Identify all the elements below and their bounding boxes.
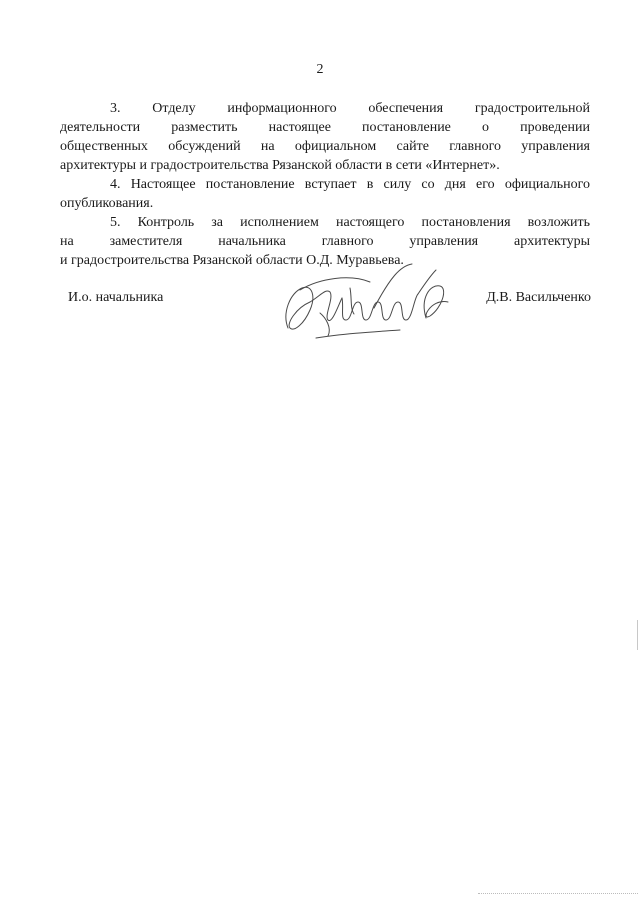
paragraph-line: и градостроительства Рязанской области О.Д. Муравьева. <box>60 253 404 268</box>
paragraph-line: 5. Контроль за исполнением настоящего постановления возложить <box>110 215 590 230</box>
page-number: 2 <box>316 62 324 77</box>
paragraph-3 <box>60 99 590 175</box>
paragraph-line: 3. Отделу информационного обеспечения градостроительной <box>110 101 590 116</box>
signatory-title: И.о. начальника <box>68 290 164 305</box>
scan-artifact-edge <box>637 620 638 650</box>
handwritten-signature <box>280 258 460 358</box>
paragraph-line: деятельности разместить настоящее постановление о проведении <box>60 120 590 135</box>
signatory-name: Д.В. Васильченко <box>486 290 591 305</box>
paragraph-line: 4. Настоящее постановление вступает в силу со дня его официального <box>110 177 590 192</box>
paragraph-line: на заместителя начальника главного управления архитектуры <box>60 234 590 249</box>
scan-artifact-bottom <box>478 893 638 895</box>
paragraph-line: опубликования. <box>60 196 154 211</box>
paragraph-line: общественных обсуждений на официальном сайте главного управления <box>60 139 590 154</box>
paragraph-line: архитектуры и градостроительства Рязанской области в сети «Интернет». <box>60 158 500 173</box>
paragraph-4 <box>60 175 590 213</box>
